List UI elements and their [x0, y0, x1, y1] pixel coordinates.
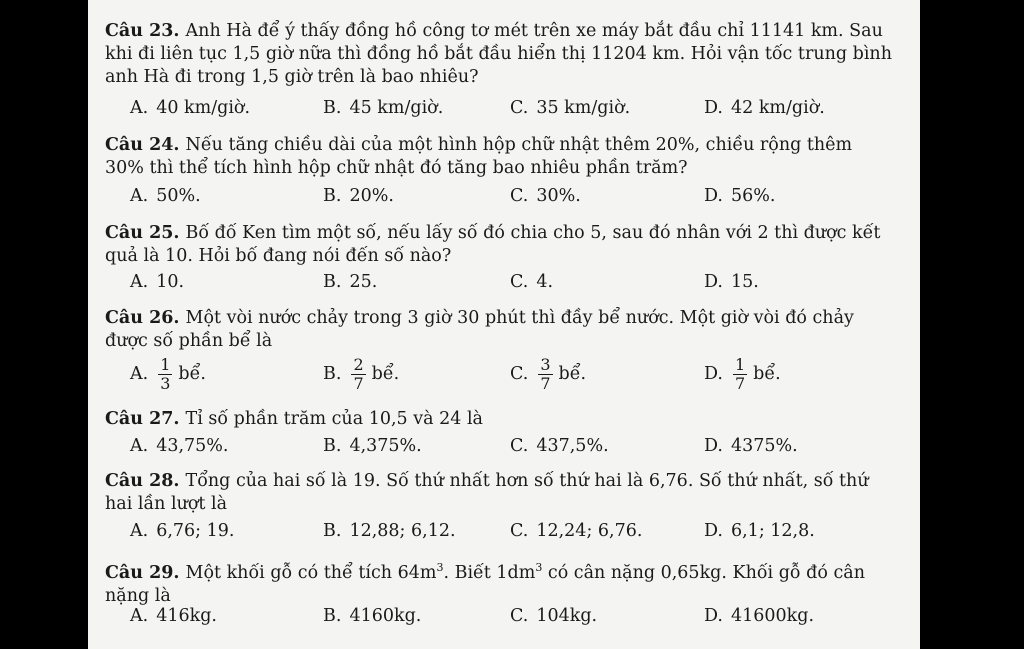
fraction: $\frac{2}{7}$: [353, 355, 364, 393]
question-text: Anh Hà để ý thấy đồng hồ công tơ mét trên xe máy bắt đầu chỉ 11141 km. Sau khi đi liên tục 1,5 giờ nữa thì đồng hồ bắt đầu hiển thị 11204 km. Hỏi vận tốc trung bình anh Hà đi trong 1,5 giờ trên là bao nhiêu?: [105, 21, 892, 87]
option-c: C. 35 km/giờ.: [510, 98, 631, 118]
option-a: A. 10.: [130, 272, 185, 292]
question-number: Câu 26.: [105, 308, 180, 328]
option-b: B. 12,88; 6,12.: [323, 521, 456, 541]
question-text: Tổng của hai số là 19. Số thứ nhất hơn số thứ hai là 6,76. Số thứ nhất, số thứ hai lần lượt là: [105, 471, 869, 514]
question-text: Nếu tăng chiều dài của một hình hộp chữ nhật thêm 20%, chiều rộng thêm 30% thì thể tích hình hộp chữ nhật đó tăng bao nhiêu phần trăm?: [105, 135, 853, 178]
question-25: [105, 222, 895, 268]
question-28: [105, 470, 895, 516]
fraction: $\frac{3}{7}$: [540, 355, 551, 393]
option-b: B. 45 km/giờ.: [323, 98, 444, 118]
question-23: [105, 20, 895, 89]
worksheet-page: [88, 0, 920, 649]
question-29-options: [130, 606, 890, 632]
fraction: $\frac{1}{3}$: [160, 355, 171, 393]
question-27-options: [130, 436, 890, 462]
question-text: Bố đố Ken tìm một số, nếu lấy số đó chia cho 5, sau đó nhân với 2 thì được kết quả là 10. Hỏi bố đang nói đến số nào?: [105, 223, 881, 266]
question-28-options: [130, 521, 890, 547]
option-c: C. $\frac{3}{7}$ bể.: [510, 355, 587, 393]
option-d: D. 4375%.: [704, 436, 798, 456]
fraction: $\frac{1}{7}$: [734, 355, 746, 393]
question-number: Câu 24.: [105, 135, 180, 155]
question-29: [105, 556, 895, 608]
question-text: Một khối gỗ có thể tích $64m^3$. Biết $1dm^3$ có cân nặng 0,65kg. Khối gỗ đó cân nặng là: [105, 561, 865, 606]
option-b: B. 4160kg.: [323, 606, 422, 626]
option-a: A. 416kg.: [130, 606, 217, 626]
question-number: Câu 25.: [105, 223, 180, 243]
option-b: B. $\frac{2}{7}$ bể.: [323, 355, 400, 393]
question-26-options: [130, 355, 890, 393]
option-d: D. 15.: [704, 272, 759, 292]
option-b: B. 20%.: [323, 186, 394, 206]
option-d: D. 42 km/giờ.: [704, 98, 825, 118]
question-number: Câu 23.: [105, 21, 180, 41]
option-d: D. 56%.: [704, 186, 776, 206]
option-c: C. 437,5%.: [510, 436, 609, 456]
question-number: Câu 29.: [105, 562, 180, 583]
option-b: B. 25.: [323, 272, 378, 292]
option-d: D. 6,1; 12,8.: [704, 521, 815, 541]
option-a: A. 40 km/giờ.: [130, 98, 251, 118]
question-23-options: [130, 98, 890, 124]
question-text: Tỉ số phần trăm của 10,5 và 24 là: [185, 409, 483, 429]
option-a: A. 43,75%.: [130, 436, 229, 456]
option-a: A. 6,76; 19.: [130, 521, 235, 541]
option-c: C. 12,24; 6,76.: [510, 521, 643, 541]
question-25-options: [130, 272, 890, 298]
option-c: C. 30%.: [510, 186, 581, 206]
question-27: [105, 408, 895, 431]
question-number: Câu 27.: [105, 409, 180, 429]
question-number: Câu 28.: [105, 471, 180, 491]
option-d: D. 41600kg.: [704, 606, 815, 626]
option-a: A. 50%.: [130, 186, 201, 206]
option-c: C. 4.: [510, 272, 554, 292]
option-a: A. $\frac{1}{3}$ bể.: [130, 355, 206, 393]
question-24-options: [130, 186, 890, 212]
question-26: [105, 307, 895, 353]
option-b: B. 4,375%.: [323, 436, 422, 456]
option-c: C. 104kg.: [510, 606, 598, 626]
question-text: Một vòi nước chảy trong 3 giờ 30 phút thì đầy bể nước. Một giờ vòi đó chảy được số phần bể là: [105, 308, 854, 351]
option-d: D. $\frac{1}{7}$ bể.: [704, 355, 781, 393]
question-24: [105, 134, 895, 180]
